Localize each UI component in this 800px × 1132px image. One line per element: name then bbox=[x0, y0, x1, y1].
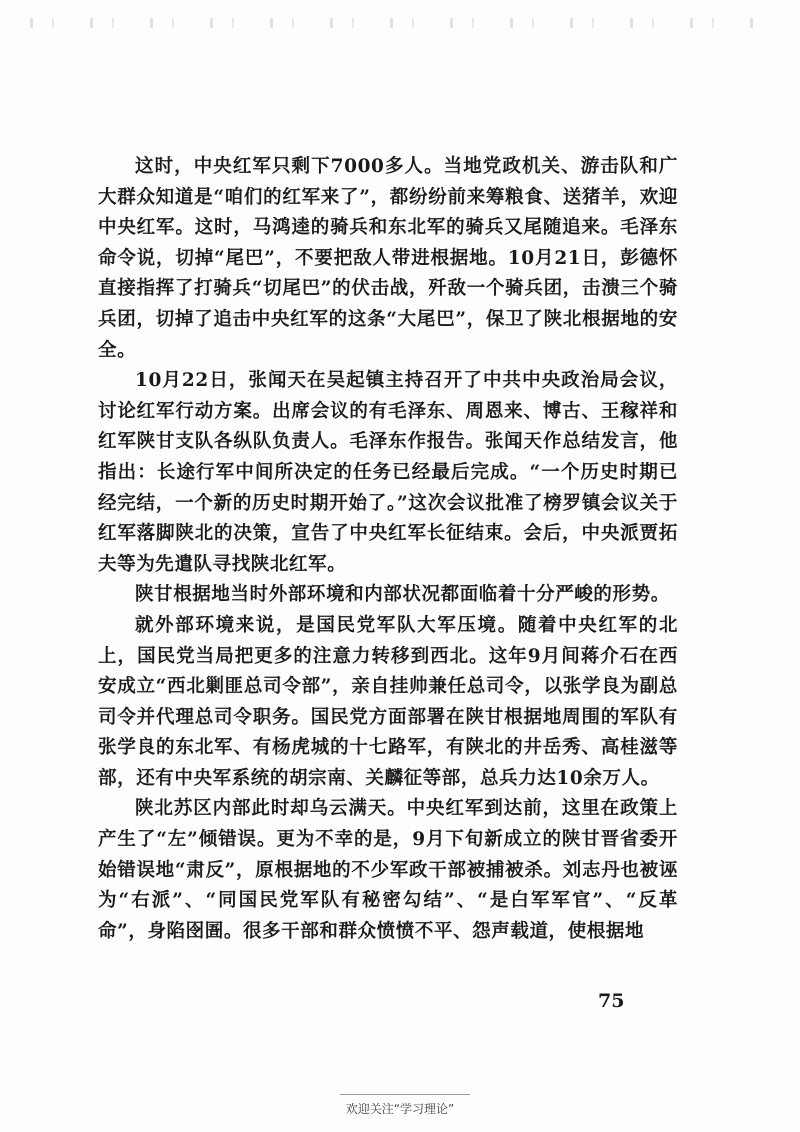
body-text bbox=[98, 152, 678, 947]
paragraph: 陕北苏区内部此时却乌云满天。中央红军到达前，这里在政策上产生了“左”倾错误。更为不幸的是，9月下旬新成立的陕甘晋省委开始错误地“肃反”，原根据地的不少军政干部被捕被杀。刘志丹也被诬为“右派”、“同国民党军队有秘密勾结”、“是白军军官”、“反革命”，身陷囹圄。很多干部和群众愤愤不平、怨声载道，使根据地 bbox=[98, 798, 678, 942]
paragraph: 就外部环境来说，是国民党军队大军压境。随着中央红军的北上，国民党当局把更多的注意力转移到西北。这年9月间蒋介石在西安成立“西北剿匪总司令部”，亲自挂帅兼任总司令，以张学良为副总司令并代理总司令职务。国民党方面部署在陕甘根据地周围的军队有张学良的东北军、有杨虎城的十七路军，有陕北的井岳秀、高桂滋等部，还有中央军系统的胡宗南、关麟征等部，总兵力达10余万人。 bbox=[98, 614, 678, 789]
footer-note: 欢迎关注“学习理论” bbox=[345, 1102, 455, 1116]
scan-edge-noise bbox=[30, 18, 770, 28]
page-number: 75 bbox=[598, 990, 625, 1012]
paragraph: 陕甘根据地当时外部环境和内部状况都面临着十分严峻的形势。 bbox=[135, 584, 670, 606]
footer-divider bbox=[340, 1094, 470, 1095]
paragraph: 10月22日，张闻天在吴起镇主持召开了中共中央政治局会议，讨论红军行动方案。出席会议的有毛泽东、周恩来、博古、王稼祥和红军陕甘支队各纵队负责人。毛泽东作报告。张闻天作总结发言，他指出：长途行军中间所决定的任务已经最后完成。“一个历史时期已经完结，一个新的历史时期开始了。”这次会议批准了榜罗镇会议关于红军落脚陕北的决策，宣告了中央红军长征结束。会后，中央派贾拓夫等为先遣队寻找陕北红军。 bbox=[98, 370, 678, 575]
paragraph: 这时，中央红军只剩下7000多人。当地党政机关、游击队和广大群众知道是“咱们的红军来了”，都纷纷前来筹粮食、送猪羊，欢迎中央红军。这时，马鸿逵的骑兵和东北军的骑兵又尾随追来。毛泽东命令说，切掉“尾巴”，不要把敌人带进根据地。10月21日，彭德怀直接指挥了打骑兵“切尾巴”的伏击战，歼敌一个骑兵团，击溃三个骑兵团，切掉了追击中央红军的这条“大尾巴”，保卫了陕北根据地的安全。 bbox=[98, 156, 678, 361]
